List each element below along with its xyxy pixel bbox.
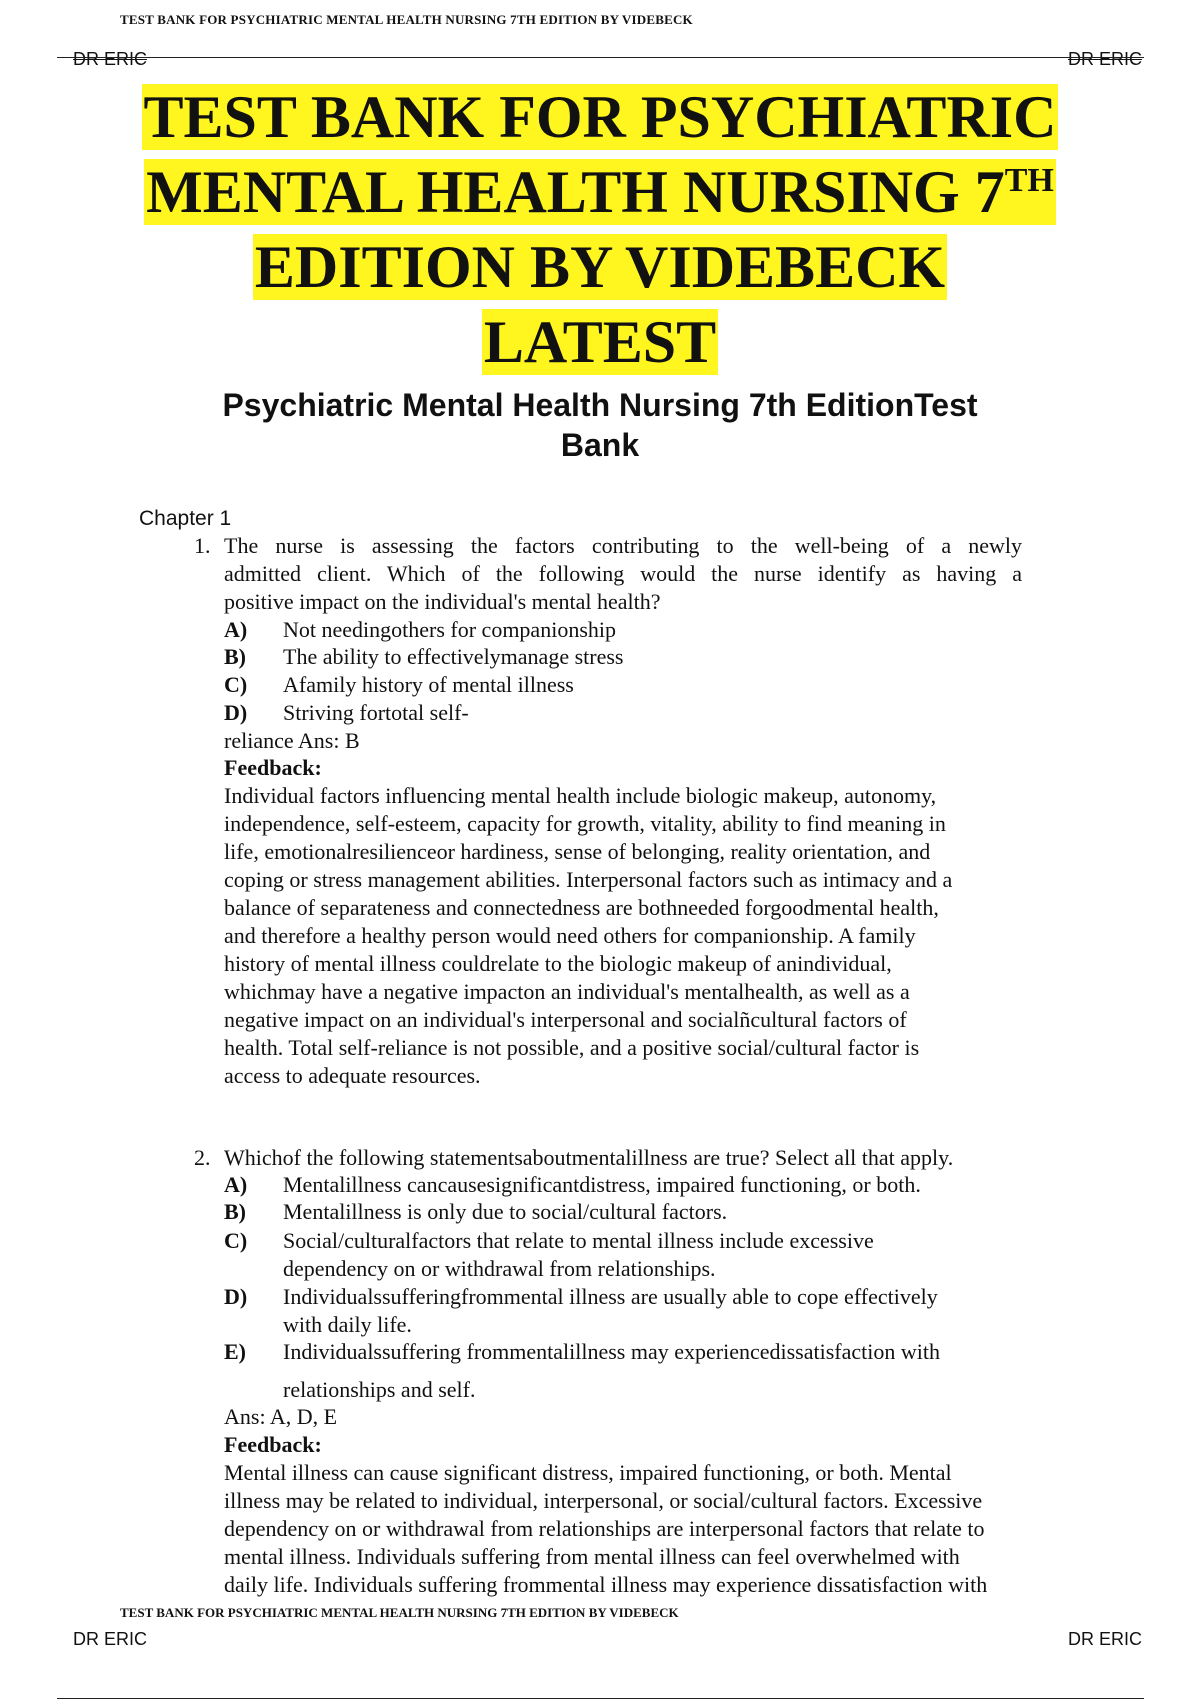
- running-header: TEST BANK FOR PSYCHIATRIC MENTAL HEALTH NURSING 7TH EDITION BY VIDEBECK: [120, 12, 693, 27]
- option-text: The ability to effectivelymanage stress: [283, 644, 624, 669]
- title-line-3: EDITION BY VIDEBECK: [254, 234, 946, 300]
- feedback-label: Feedback:: [224, 755, 322, 780]
- feedback-line: balance of separateness and connectedness are bothneeded forgoodmental health,: [224, 895, 939, 920]
- feedback-line: dependency on or withdrawal from relationships are interpersonal factors that relate to: [224, 1516, 985, 1541]
- question-text: [224, 532, 1022, 616]
- option-text: [283, 1338, 1043, 1404]
- option-letter: D): [224, 1284, 248, 1309]
- option-letter: A): [224, 1172, 248, 1197]
- option-letter: E): [224, 1339, 246, 1364]
- chapter-heading: Chapter 1: [139, 507, 232, 530]
- header-rule: [57, 57, 1144, 58]
- option-text: [283, 1283, 1043, 1339]
- feedback-text: [224, 782, 1054, 1090]
- option-text-line: relationships and self.: [283, 1377, 476, 1402]
- option-text-line: dependency on or withdrawal from relationships.: [283, 1256, 716, 1281]
- question-text-line: The nurse is assessing the factors contributing to the well-being of a newly: [224, 533, 1022, 558]
- answer: reliance Ans: B: [224, 728, 360, 753]
- option-text-line: Individualssuffering frommentalillness may experiencedissatisfaction with: [283, 1339, 940, 1364]
- header-author-right: DR ERIC: [1067, 49, 1142, 69]
- title-superscript: TH: [1004, 162, 1054, 199]
- footer-rule: [57, 1698, 1144, 1699]
- footer-author-right: DR ERIC: [1067, 1629, 1142, 1649]
- feedback-line: illness may be related to individual, interpersonal, or social/cultural factors. Excessive: [224, 1488, 983, 1513]
- option-letter: D): [224, 700, 248, 725]
- question-number: 1.: [194, 533, 211, 558]
- question-text: [224, 1144, 1054, 1172]
- feedback-line: mental illness. Individuals suffering from mental illness can feel overwhelmed with: [224, 1544, 960, 1569]
- feedback-text: [224, 1459, 1074, 1599]
- option-text: Mentalillness is only due to social/cultural factors.: [283, 1199, 728, 1224]
- feedback-line: Individual factors influencing mental health include biologic makeup, autonomy,: [224, 783, 937, 808]
- feedback-line: independence, self-esteem, capacity for growth, vitality, ability to find meaning in: [224, 811, 946, 836]
- question-number: 2.: [194, 1145, 211, 1170]
- option-letter: C): [224, 672, 248, 697]
- running-footer: TEST BANK FOR PSYCHIATRIC MENTAL HEALTH NURSING 7TH EDITION BY VIDEBECK: [120, 1605, 679, 1620]
- subtitle-line-2: Bank: [560, 427, 640, 463]
- document-title: [0, 80, 1200, 380]
- question-text-line: positive impact on the individual's mental health?: [224, 589, 661, 614]
- option-letter: A): [224, 617, 248, 642]
- header-author-left: DR ERIC: [73, 49, 148, 69]
- feedback-line: life, emotionalresilienceor hardiness, sense of belonging, reality orientation, and: [224, 839, 931, 864]
- feedback-line: coping or stress management abilities. Interpersonal factors such as intimacy and a: [224, 867, 953, 892]
- option-text-line: with daily life.: [283, 1312, 412, 1337]
- option-text-line: Individualssufferingfrommental illness are usually able to cope effectively: [283, 1284, 938, 1309]
- title-line-1: TEST BANK FOR PSYCHIATRIC: [143, 84, 1057, 150]
- option-letter: C): [224, 1228, 248, 1253]
- option-text: Mentalillness cancausesignificantdistress, impaired functioning, or both.: [283, 1172, 921, 1197]
- question-text-line: admitted client. Which of the following would the nurse identify as having a: [224, 561, 1022, 586]
- question-text-line: Whichof the following statementsaboutmentalillness are true? Select all that apply.: [224, 1145, 954, 1170]
- option-text-line: Social/culturalfactors that relate to mental illness include excessive: [283, 1228, 874, 1253]
- option-text: [283, 1227, 1043, 1283]
- feedback-line: negative impact on an individual's interpersonal and socialñcultural factors of: [224, 1007, 907, 1032]
- footer-author-left: DR ERIC: [73, 1629, 148, 1649]
- feedback-line: access to adequate resources.: [224, 1063, 481, 1088]
- document-subtitle: [150, 385, 1050, 465]
- subtitle-line-1: Psychiatric Mental Health Nursing 7th EditionTest: [222, 387, 978, 423]
- option-text: Not needingothers for companionship: [283, 617, 616, 642]
- feedback-line: history of mental illness couldrelate to the biologic makeup of anindividual,: [224, 951, 892, 976]
- feedback-line: health. Total self-reliance is not possible, and a positive social/cultural factor is: [224, 1035, 920, 1060]
- feedback-line: whichmay have a negative impacton an individual's mentalhealth, as well as a: [224, 979, 910, 1004]
- feedback-line: Mental illness can cause significant distress, impaired functioning, or both. Mental: [224, 1460, 952, 1485]
- feedback-line: daily life. Individuals suffering frommental illness may experience dissatisfaction with: [224, 1572, 988, 1597]
- title-line-4: LATEST: [483, 309, 717, 375]
- feedback-label: Feedback:: [224, 1432, 322, 1457]
- option-text: Striving fortotal self-: [283, 700, 469, 725]
- title-line-2: MENTAL HEALTH NURSING 7TH: [146, 159, 1054, 225]
- option-letter: B): [224, 1199, 246, 1224]
- option-text: Afamily history of mental illness: [283, 672, 574, 697]
- answer: Ans: A, D, E: [224, 1404, 338, 1429]
- option-letter: B): [224, 644, 246, 669]
- feedback-line: and therefore a healthy person would need others for companionship. A family: [224, 923, 916, 948]
